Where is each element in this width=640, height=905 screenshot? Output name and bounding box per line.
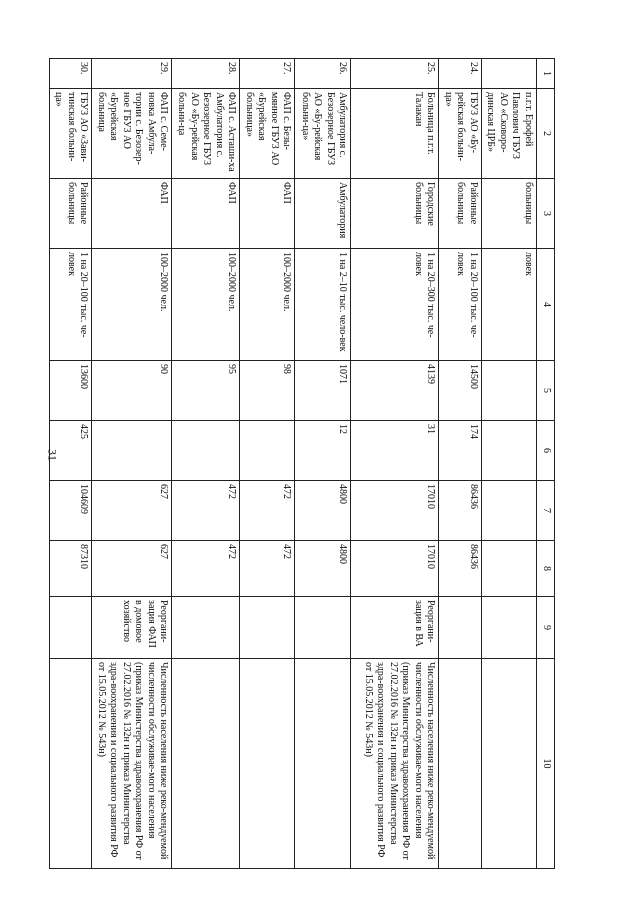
service-norm: 1 на 20–100 тыс. че-ловек (50, 249, 93, 361)
header-cell: 2 (537, 89, 555, 179)
facility-type: ФАП (240, 179, 295, 249)
cell-col8: 472 (240, 541, 295, 597)
facility-name: Больница п.г.т. Талакан (351, 89, 439, 179)
cell-col6: 12 (295, 421, 351, 481)
cell-col9 (50, 597, 93, 659)
row-number: 27. (240, 59, 295, 89)
cell-col9 (439, 597, 482, 659)
cell-col6: 174 (439, 421, 482, 481)
row-number: 29. (92, 59, 172, 89)
cell-col7: 104609 (50, 481, 93, 541)
cell-col7: 472 (240, 481, 295, 541)
page-number: 31 (45, 449, 60, 461)
header-cell: 10 (537, 659, 555, 869)
facility-name: ФАП с. Семе-новка Амбула-тории с. Безозер-ное ГБУЗ АО «Бурейская больница (92, 89, 172, 179)
facility-type: Амбулатория (295, 179, 351, 249)
table-row (482, 59, 537, 869)
table-header-row (537, 59, 555, 869)
row-number: 30. (50, 59, 93, 89)
cell-col6 (172, 421, 240, 481)
header-cell: 4 (537, 249, 555, 361)
table-row (50, 59, 93, 869)
cell-col10 (50, 659, 93, 869)
cell-col10 (295, 659, 351, 869)
service-norm: 100–2000 чел. (172, 249, 240, 361)
facility-name: ГБУЗ АО «Зави-тинская больни-ца» (50, 89, 93, 179)
cell-col9 (295, 597, 351, 659)
cell-col9 (172, 597, 240, 659)
facilities-table (49, 58, 555, 869)
rotated-table-wrapper (53, 58, 555, 868)
cell-col7: 472 (172, 481, 240, 541)
cell-col10 (172, 659, 240, 869)
cell-col6: 425 (50, 421, 93, 481)
facility-type: больницы (482, 179, 537, 249)
facility-type: Районные больницы (439, 179, 482, 249)
header-cell: 6 (537, 421, 555, 481)
table-row (240, 59, 295, 869)
cell-col7 (482, 481, 537, 541)
header-cell: 3 (537, 179, 555, 249)
facility-name: ФАП с. Асташи-ха Амбулатория с. Безозерное ГБУЗ АО «Бу-рейская больни-ца (172, 89, 240, 179)
cell-col7: 4800 (295, 481, 351, 541)
table-row (92, 59, 172, 869)
cell-col10: Численность населения ниже реко-мендуемой численности обслуживае-мого населения (приказ Министерства здравоохранения РФ от 27.02.2016 № 132н и приказ Министерства здра-воохранения и социального развития РФ от 15.05.2012 № 543н) (351, 659, 439, 869)
cell-col8: 87310 (50, 541, 93, 597)
facility-type: ФАП (172, 179, 240, 249)
service-norm: 1 на 20–300 тыс. че-ловек (351, 249, 439, 361)
table-row (172, 59, 240, 869)
cell-col5: 98 (240, 361, 295, 421)
facility-type: Районные больницы (50, 179, 93, 249)
facility-name: ГБУЗ АО «Бу-рейская больни-ца» (439, 89, 482, 179)
facility-name: ФАП с. Безы-мянное ГБУЗ АО «Бурейская больница» (240, 89, 295, 179)
service-norm: 100–2000 чел. (240, 249, 295, 361)
facility-type: Городские больницы (351, 179, 439, 249)
cell-col8 (482, 541, 537, 597)
cell-col5: 14500 (439, 361, 482, 421)
row-number (482, 59, 537, 89)
facility-type: ФАП (92, 179, 172, 249)
table-row (295, 59, 351, 869)
cell-col5: 95 (172, 361, 240, 421)
service-norm: 1 на 20–100 тыс. че-ловек (439, 249, 482, 361)
cell-col6 (92, 421, 172, 481)
header-cell: 8 (537, 541, 555, 597)
table-row (439, 59, 482, 869)
service-norm: 1 на 2–10 тыс. чело-век (295, 249, 351, 361)
cell-col7: 17010 (351, 481, 439, 541)
cell-col5 (482, 361, 537, 421)
cell-col10 (482, 659, 537, 869)
cell-col9 (240, 597, 295, 659)
cell-col9: Реоргани-зация в ВА (351, 597, 439, 659)
cell-col6 (482, 421, 537, 481)
cell-col5: 4139 (351, 361, 439, 421)
cell-col10 (439, 659, 482, 869)
row-number: 26. (295, 59, 351, 89)
cell-col5: 1071 (295, 361, 351, 421)
row-number: 24. (439, 59, 482, 89)
facility-name: п.г.т. Ерофей Павлович ГБУЗ АО «Сковоро-динская ЦРБ» (482, 89, 537, 179)
cell-col6: 31 (351, 421, 439, 481)
row-number: 25. (351, 59, 439, 89)
cell-col8: 4800 (295, 541, 351, 597)
cell-col7: 627 (92, 481, 172, 541)
cell-col8: 17010 (351, 541, 439, 597)
service-norm: ловек (482, 249, 537, 361)
cell-col8: 86436 (439, 541, 482, 597)
cell-col9 (482, 597, 537, 659)
row-number: 28. (172, 59, 240, 89)
table-row (351, 59, 439, 869)
header-cell: 5 (537, 361, 555, 421)
cell-col8: 472 (172, 541, 240, 597)
cell-col6 (240, 421, 295, 481)
cell-col9: Реоргани-зация ФАП в домовое хозяйство (92, 597, 172, 659)
service-norm: 100–2000 чел. (92, 249, 172, 361)
header-cell: 1 (537, 59, 555, 89)
cell-col10 (240, 659, 295, 869)
header-cell: 7 (537, 481, 555, 541)
cell-col8: 627 (92, 541, 172, 597)
cell-col10: Численность населения ниже реко-мендуемой численности обслуживае-мого населения (приказ Министерства здравоохранения РФ от 27.02.2016 № 132н и приказ Министерства здра-воохранения и социального развития РФ от 15.05.2012 № 543н) (92, 659, 172, 869)
cell-col5: 90 (92, 361, 172, 421)
cell-col7: 86436 (439, 481, 482, 541)
facility-name: Амбулатория с. Безозерное ГБУЗ АО «Бу-рейская больни-ца» (295, 89, 351, 179)
header-cell: 9 (537, 597, 555, 659)
cell-col5: 13600 (50, 361, 93, 421)
